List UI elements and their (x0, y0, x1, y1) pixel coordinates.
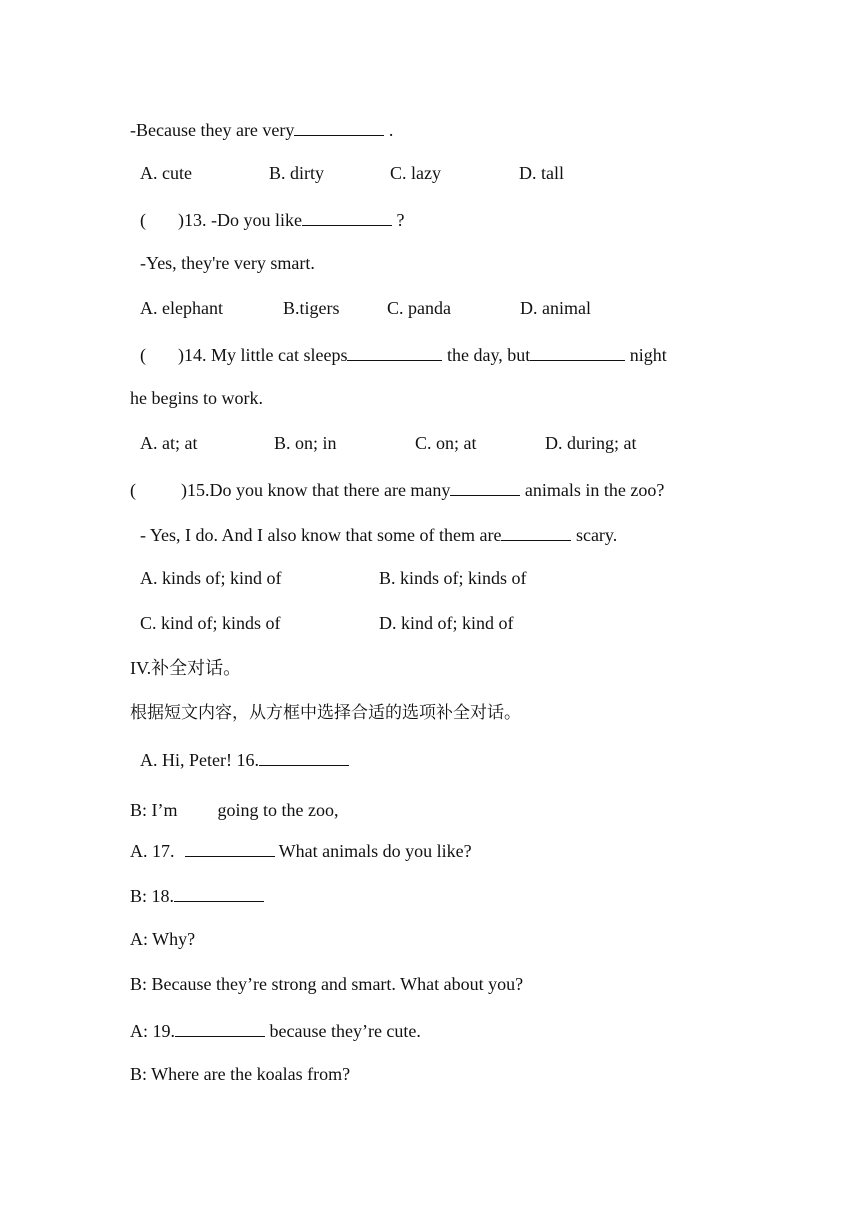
q14-question (140, 342, 667, 366)
q15-option-b: B. kinds of; kinds of (379, 568, 527, 588)
dialogue-18-label: B: 18. (130, 886, 175, 906)
q12-option-a: A. cute (140, 163, 192, 183)
q13-paren-open: ( (140, 210, 146, 230)
q13-question (140, 207, 404, 231)
q12-answer-line (130, 117, 393, 141)
q15-reply-text2: scary. (571, 525, 618, 545)
q14-line2: he begins to work. (130, 388, 263, 408)
q13-blank[interactable] (302, 207, 392, 226)
dialogue-line-16 (140, 747, 349, 771)
q12-answer-text: -Because they are very (130, 120, 295, 140)
q15-text1: )15.Do you know that there are many (181, 480, 451, 500)
q13-option-b: B.tigers (283, 298, 340, 318)
dialogue-line-18 (130, 883, 264, 907)
dialogue-line-because: B: Because they’re strong and smart. What about you? (130, 974, 524, 994)
section-instruction: 根据短文内容，从方框中选择合适的选项补全对话。 (130, 703, 521, 723)
dialogue-17-text: What animals do you like? (274, 841, 472, 861)
q15-reply (140, 522, 617, 546)
q13-option-d: D. animal (520, 298, 591, 318)
q14-text3: night (625, 345, 667, 365)
q15-paren-open: ( (130, 480, 136, 500)
q12-answer-end: . (384, 120, 394, 140)
dialogue-17-label: A. 17. (130, 841, 175, 861)
q14-paren-open: ( (140, 345, 146, 365)
dialogue-blank-18[interactable] (174, 883, 264, 902)
dialogue-blank-16[interactable] (259, 747, 349, 766)
q14-text1: )14. My little cat sleeps (178, 345, 348, 365)
dialogue-line-19 (130, 1018, 421, 1042)
dialogue-line-17 (130, 838, 472, 862)
dialogue-blank-19[interactable] (175, 1018, 265, 1037)
dialogue-line-b1 (130, 799, 338, 821)
section-heading-text: IV.补全对话。 (130, 658, 242, 678)
q14-option-c: C. on; at (415, 433, 477, 453)
dialogue-19-text: because they’re cute. (265, 1021, 421, 1041)
section-heading (130, 657, 241, 679)
dialogue-19-label: A: 19. (130, 1021, 175, 1041)
dialogue-b1-speaker: B: I’m (130, 800, 178, 820)
q15-reply-text1: - Yes, I do. And I also know that some of them are (140, 525, 502, 545)
q12-option-c: C. lazy (390, 163, 441, 183)
q15-blank-2[interactable] (501, 522, 571, 541)
q14-blank-1[interactable] (347, 342, 442, 361)
dialogue-blank-17[interactable] (185, 838, 275, 857)
q13-option-c: C. panda (387, 298, 451, 318)
q15-text2: animals in the zoo? (520, 480, 665, 500)
dialogue-16-text: A. Hi, Peter! 16. (140, 750, 259, 770)
q14-option-d: D. during; at (545, 433, 637, 453)
q14-option-a: A. at; at (140, 433, 198, 453)
q14-blank-2[interactable] (530, 342, 625, 361)
q13-suffix: ? (391, 210, 405, 230)
q13-reply: -Yes, they're very smart. (140, 253, 315, 273)
q15-option-d: D. kind of; kind of (379, 613, 514, 633)
q15-question (130, 477, 664, 501)
q13-text: )13. -Do you like (178, 210, 302, 230)
dialogue-line-why: A: Why? (130, 929, 196, 949)
dialogue-b1-text: going to the zoo, (217, 800, 339, 820)
q13-option-a: A. elephant (140, 298, 223, 318)
q15-option-c: C. kind of; kinds of (140, 613, 281, 633)
dialogue-line-koalas: B: Where are the koalas from? (130, 1064, 351, 1084)
q12-option-b: B. dirty (269, 163, 325, 183)
q14-option-b: B. on; in (274, 433, 337, 453)
q15-blank-1[interactable] (450, 477, 520, 496)
q12-option-d: D. tall (519, 163, 564, 183)
q15-option-a: A. kinds of; kind of (140, 568, 282, 588)
q14-text2: the day, but (442, 345, 531, 365)
q12-blank[interactable] (294, 117, 384, 136)
